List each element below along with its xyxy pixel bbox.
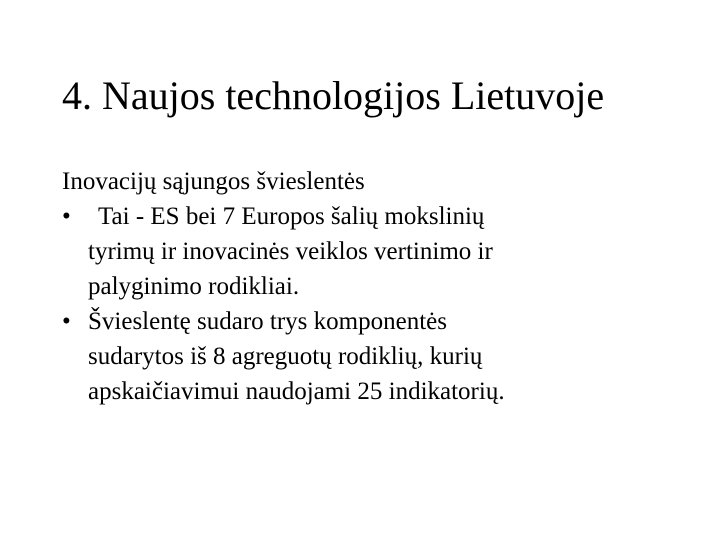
bullet-text-line: sudarytos iš 8 agreguotų rodiklių, kurių: [88, 343, 483, 370]
bullet-text-line: Švieslentę sudaro trys komponentės: [88, 308, 447, 335]
bullet-item: [62, 199, 662, 304]
bullet-item: [62, 304, 662, 409]
bullet-text-line: palyginimo rodikliai.: [88, 273, 300, 300]
slide-content: [62, 164, 662, 409]
bullet-text-line: tyrimų ir inovacinės veiklos vertinimo ir: [88, 238, 493, 265]
bullet-icon: •: [62, 308, 71, 335]
slide-title: 4. Naujos technologijos Lietuvoje: [62, 73, 605, 118]
slide-subtitle: Inovacijų sąjungos švieslentės: [62, 168, 365, 195]
bullet-text-line: apskaičiavimui naudojami 25 indikatorių.: [88, 378, 505, 405]
bullet-text-line: Tai - ES bei 7 Europos šalių mokslinių: [98, 203, 485, 230]
bullet-icon: •: [62, 203, 71, 230]
bullet-list: [62, 199, 662, 409]
